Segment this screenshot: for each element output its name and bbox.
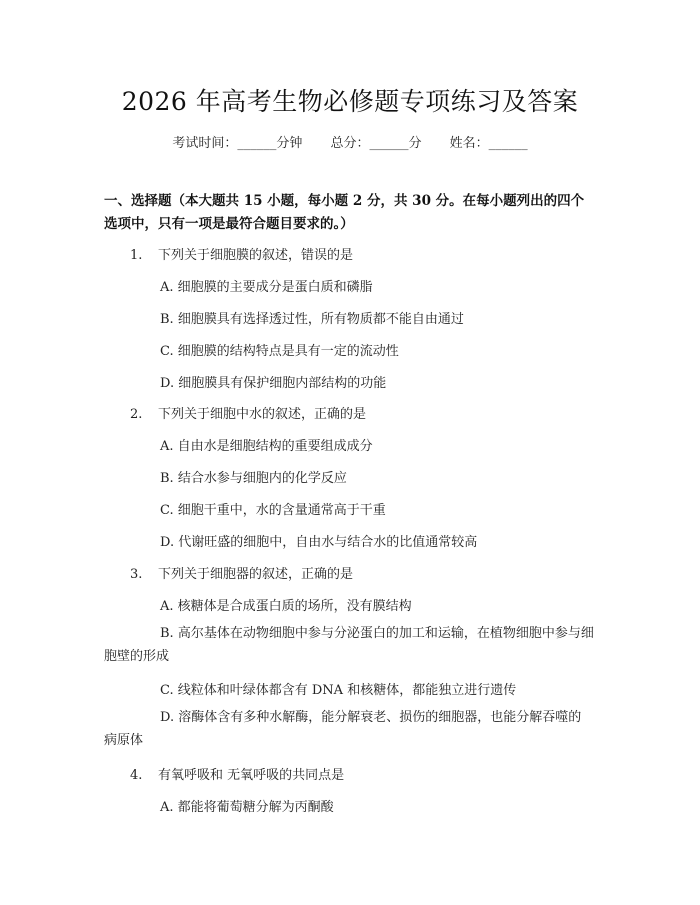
option-1c: C. 细胞膜的结构特点是具有一定的流动性 xyxy=(160,344,399,359)
option-3b: B. 高尔基体在动物细胞中参与分泌蛋白的加工和运输，在植物细胞中参与细胞壁的形成 xyxy=(104,626,594,664)
option-3d: D. 溶酶体含有多种水解酶，能分解衰老、损伤的细胞器，也能分解吞噬的病原体 xyxy=(104,710,582,748)
question-number: 4. xyxy=(130,768,143,783)
exam-meta xyxy=(0,132,700,151)
option-2b: B. 结合水参与细胞内的化学反应 xyxy=(160,471,347,486)
option-4a: A. 都能将葡萄糖分解为丙酮酸 xyxy=(160,800,334,815)
total-score: 总分：______分 xyxy=(330,136,422,151)
exam-time: 考试时间：______分钟 xyxy=(172,136,303,151)
option-2a: A. 自由水是细胞结构的重要组成成分 xyxy=(160,439,373,454)
student-name: 姓名：______ xyxy=(449,136,528,151)
page-title: 2026 年高考生物必修题专项练习及答案 xyxy=(121,87,579,116)
option-1a: A. 细胞膜的主要成分是蛋白质和磷脂 xyxy=(160,280,373,295)
question-stem: 下列关于细胞器的叙述，正确的是 xyxy=(158,567,354,582)
question-3 xyxy=(130,563,353,582)
option-1b: B. 细胞膜具有选择透过性，所有物质都不能自由通过 xyxy=(160,312,464,327)
question-stem: 有氧呼吸和 无氧呼吸的共同点是 xyxy=(158,768,345,783)
question-stem: 下列关于细胞膜的叙述，错误的是 xyxy=(158,248,354,263)
question-1 xyxy=(130,244,353,263)
option-3c: C. 线粒体和叶绿体都含有 DNA 和核糖体，都能独立进行遗传 xyxy=(160,683,517,698)
question-number: 1. xyxy=(130,248,143,263)
option-1d: D. 细胞膜具有保护细胞内部结构的功能 xyxy=(160,376,387,391)
question-stem: 下列关于细胞中水的叙述，正确的是 xyxy=(158,407,367,422)
question-number: 3. xyxy=(130,567,143,582)
question-2 xyxy=(130,403,366,422)
question-number: 2. xyxy=(130,407,143,422)
option-3a: A. 核糖体是合成蛋白质的场所，没有膜结构 xyxy=(160,599,412,614)
question-4 xyxy=(130,764,344,783)
option-2d: D. 代谢旺盛的细胞中，自由水与结合水的比值通常较高 xyxy=(160,535,478,550)
section-heading: 一、选择题（本大题共 15 小题，每小题 2 分，共 30 分。在每小题列出的四个选项中，只有一项是最符合题目要求的。） xyxy=(104,193,585,232)
option-2c: C. 细胞干重中，水的含量通常高于干重 xyxy=(160,503,386,518)
